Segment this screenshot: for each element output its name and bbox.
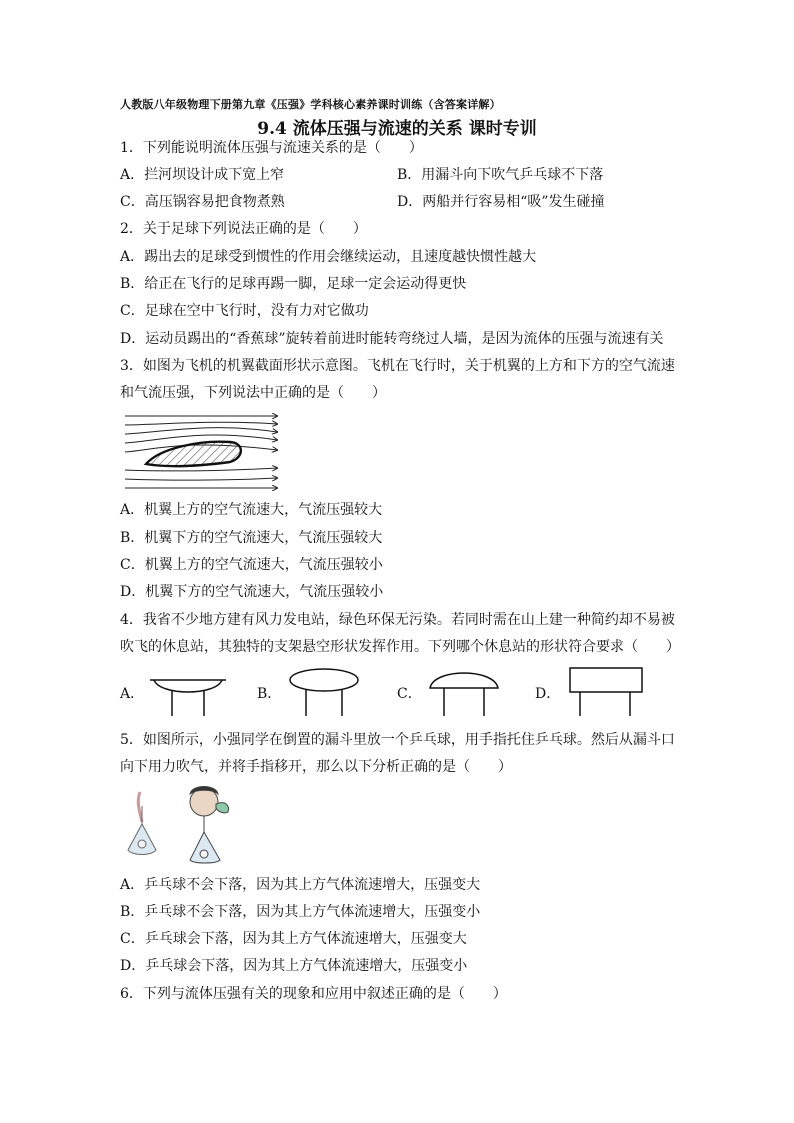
q2-option-a: A．踢出去的足球受到惯性的作用会继续运动，且速度越快惯性越大 [120, 249, 537, 265]
q4-option-b-shape [284, 666, 364, 718]
q5-stem-line2: 向下用力吹气，并将手指移开，那么以下分析正确的是（ ） [120, 759, 512, 775]
q5-stem-line1: 5．如图所示，小强同学在倒置的漏斗里放一个乒乓球，用手指托住乒乓球。然后从漏斗口 [120, 732, 675, 748]
q5-option-d: D．乒乓球会下落，因为其上方气体流速增大，压强变小 [120, 958, 468, 974]
q4-option-a-shape [148, 666, 228, 718]
q4-option-b-label: B． [257, 686, 282, 702]
q2-option-d: D．运动员踢出的“香蕉球”旋转着前进时能转弯绕过人墙，是因为流体的压强与流速有关 [120, 331, 664, 347]
q5-option-c: C．乒乓球会下落，因为其上方气体流速增大，压强变大 [120, 931, 467, 947]
q4-option-a-label: A． [120, 686, 145, 702]
q2-stem: 2．关于足球下列说法正确的是（ ） [120, 221, 367, 237]
q4-option-d-shape [564, 666, 646, 718]
page-title: 9.4 流体压强与流速的关系 课时专训 [257, 119, 537, 139]
q2-option-b: B．给正在飞行的足球再踢一脚，足球一定会运动得更快 [120, 276, 467, 292]
q5-option-a: A．乒乓球不会下落，因为其上方气体流速增大，压强变大 [120, 877, 481, 893]
q4-option-c-shape [424, 666, 504, 718]
q1-option-d: D．两船并行容易相“吸”发生碰撞 [397, 194, 605, 210]
q4-option-c-label: C． [397, 686, 422, 702]
q4-stem-line1: 4．我省不少地方建有风力发电站，绿色环保无污染。若同时需在山上建一种简约却不易被 [120, 612, 675, 628]
q4-option-d-label: D． [535, 686, 561, 702]
q6-stem: 6．下列与流体压强有关的现象和应用中叙述正确的是（ ） [120, 986, 507, 1002]
q3-option-b: B．机翼下方的空气流速大，气流压强较大 [120, 530, 383, 546]
q1-option-c: C．高压锅容易把食物煮熟 [120, 194, 285, 210]
page-header: 人教版八年级物理下册第九章《压强》学科核心素养课时训练（含答案详解） [120, 98, 501, 111]
q3-option-c: C．机翼上方的空气流速大，气流压强较小 [120, 557, 383, 573]
q3-option-a: A．机翼上方的空气流速大，气流压强较大 [120, 502, 383, 518]
q3-option-d: D．机翼下方的空气流速大，气流压强较小 [120, 584, 384, 600]
q5-option-b: B．乒乓球不会下落，因为其上方气体流速增大，压强变小 [120, 904, 481, 920]
q3-stem-line2: 和气流压强，下列说法中正确的是（ ） [120, 385, 386, 401]
funnel-blow-figure [118, 782, 258, 864]
q1-option-a: A．拦河坝设计成下宽上窄 [120, 167, 285, 183]
q2-option-c: C．足球在空中飞行时，没有力对它做功 [120, 303, 369, 319]
q3-stem-line1: 3．如图为飞机的机翼截面形状示意图。飞机在飞行时，关于机翼的上方和下方的空气流速 [120, 358, 675, 374]
q1-stem: 1．下列能说明流体压强与流速关系的是（ ） [120, 140, 423, 156]
q1-option-b: B．用漏斗向下吹气乒乓球不下落 [397, 167, 604, 183]
airfoil-streamline-figure [120, 410, 282, 494]
q4-stem-line2: 吹飞的休息站，其独特的支架悬空形状发挥作用。下列哪个休息站的形状符合要求（ ） [120, 639, 680, 655]
